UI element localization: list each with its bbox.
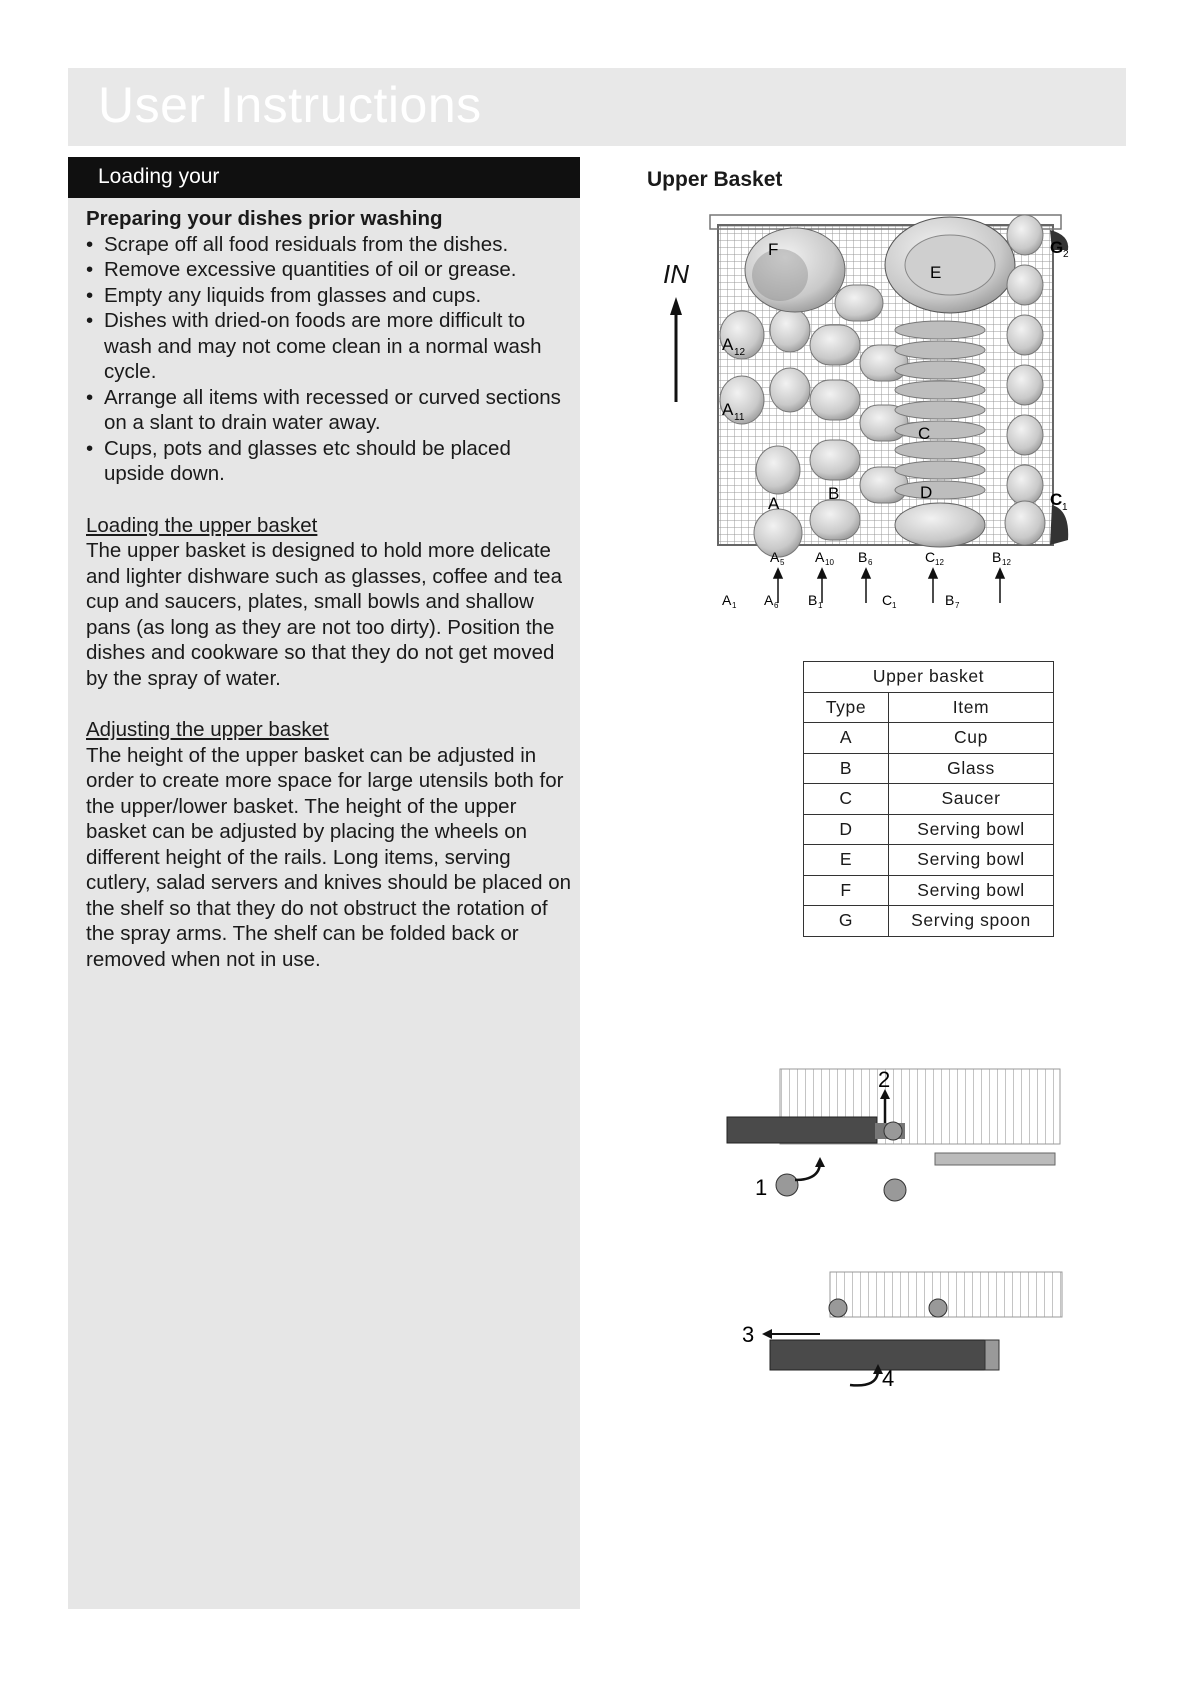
label-c: C (918, 424, 931, 443)
table-row (804, 814, 1054, 845)
label-d: D (920, 483, 933, 502)
loading-text: The upper basket is designed to hold more delicate and lighter dishware such as glasses, coffee and tea cup and saucers, plates, small bowls and shallow pans (as long as they are not too dirty). Position the dishes and cookware so that they do not get moved by the spray of water. (86, 539, 562, 690)
left-content (86, 206, 576, 972)
upper-basket-title: Upper Basket (647, 168, 783, 191)
cell-item: Serving bowl (889, 845, 1054, 876)
label-b: B (828, 484, 840, 503)
pos-label: B (858, 549, 868, 565)
step-1-label: 1 (755, 1175, 768, 1200)
label-g2-sub: 2 (1063, 249, 1069, 260)
preparing-list (86, 232, 576, 487)
pos-label: A (815, 549, 825, 565)
page-header (68, 68, 1126, 146)
label-f: F (768, 240, 779, 259)
wheel (884, 1122, 902, 1140)
bowl-d (895, 503, 985, 547)
list-item: • Cups, pots and glasses etc should be placed upside down. (86, 436, 576, 487)
adjusting-text: The height of the upper basket can be adjusted in order to create more space for large utensils both for the upper/lower basket. The height of the upper basket can be adjusted by placing the wheels on different height of the rails. Long items, serving cutlery, salad servers and knives should be placed on the shelf so that they do not obstruct the rotation of the spray arms. The shelf can be folded back or removed when not in use. (86, 743, 572, 971)
section-bar (68, 157, 580, 198)
cell-item: Cup (889, 723, 1054, 754)
cell-type: C (804, 784, 889, 815)
rail-adjust-step-3-4-diagram (740, 1270, 1065, 1395)
cell-type: D (804, 814, 889, 845)
table-row (804, 875, 1054, 906)
arrow-4 (850, 1370, 878, 1385)
wheel (884, 1179, 906, 1201)
table-header-row (804, 692, 1054, 723)
pos-label: C (882, 592, 893, 608)
cell-type: A (804, 723, 889, 754)
step-4-label: 4 (882, 1366, 895, 1391)
table-row (804, 753, 1054, 784)
page-title: User Instructions (98, 77, 482, 133)
step-2-label: 2 (878, 1067, 891, 1092)
pos-label: A (764, 592, 774, 608)
rail-adjust-step-1-2-diagram (725, 1065, 1065, 1215)
list-item: • Empty any liquids from glasses and cups. (86, 283, 576, 309)
label-g2: G (1050, 238, 1064, 257)
cell-type: B (804, 753, 889, 784)
pos-sub: 6 (868, 558, 873, 567)
list-item: • Remove excessive quantities of oil or grease. (86, 257, 576, 283)
section-bar-label: Loading your (98, 165, 220, 188)
pos-sub: 1 (732, 601, 737, 610)
label-a12: A (722, 335, 734, 354)
pos-sub: 12 (935, 558, 944, 567)
label-c1: C (1050, 490, 1063, 509)
table-row (804, 723, 1054, 754)
loading-heading: Loading the upper basket (86, 513, 318, 537)
cell-type: G (804, 906, 889, 937)
label-a11-sub: 11 (734, 412, 745, 423)
cell-type: E (804, 845, 889, 876)
label-a11: A (722, 400, 734, 419)
rail (727, 1117, 877, 1143)
pos-sub: 7 (955, 601, 960, 610)
wheel (829, 1299, 847, 1317)
pos-label: B (808, 592, 818, 608)
cell-item: Serving bowl (889, 875, 1054, 906)
pos-sub: 1 (892, 601, 897, 610)
cell-type: F (804, 875, 889, 906)
list-item: • Arrange all items with recessed or curved sections on a slant to drain water away. (86, 385, 576, 436)
pos-sub: 12 (1002, 558, 1011, 567)
cell-item: Saucer (889, 784, 1054, 815)
wheel (929, 1299, 947, 1317)
preparing-heading: Preparing your dishes prior washing (86, 207, 443, 230)
wheel (776, 1174, 798, 1196)
list-item: • Scrape off all food residuals from the dishes. (86, 232, 576, 258)
table-row (804, 662, 1054, 693)
cell-item: Serving spoon (889, 906, 1054, 937)
label-a: A (768, 494, 780, 513)
label-a12-sub: 12 (734, 347, 746, 358)
pos-label: B (992, 549, 1002, 565)
saucer-stack (895, 321, 985, 499)
upper-basket-legend-table (803, 661, 1054, 937)
pos-label: A (770, 549, 780, 565)
pos-sub: 5 (780, 558, 785, 567)
upper-basket-diagram (650, 205, 1090, 625)
cell-item: Serving bowl (889, 814, 1054, 845)
adjusting-heading: Adjusting the upper basket (86, 718, 329, 741)
table-row (804, 845, 1054, 876)
column-header-item: Item (889, 692, 1054, 723)
pos-sub: 10 (825, 558, 834, 567)
table-row (804, 906, 1054, 937)
rail (770, 1340, 990, 1370)
pos-label: B (945, 592, 955, 608)
label-c1-sub: 1 (1062, 502, 1068, 513)
table-row (804, 784, 1054, 815)
pos-label: A (722, 592, 732, 608)
cell-item: Glass (889, 753, 1054, 784)
pos-sub: 6 (774, 601, 779, 610)
table-title: Upper basket (804, 662, 1054, 693)
in-label: IN (663, 259, 689, 289)
pos-label: C (925, 549, 936, 565)
step-3-label: 3 (742, 1322, 755, 1347)
position-row-2 (722, 592, 960, 610)
pos-sub: 1 (818, 601, 823, 610)
label-e: E (930, 263, 942, 282)
position-row-1 (770, 549, 1011, 567)
list-item: • Dishes with dried-on foods are more difficult to wash and may not come clean in a normal wash cycle. (86, 308, 576, 385)
column-header-type: Type (804, 692, 889, 723)
